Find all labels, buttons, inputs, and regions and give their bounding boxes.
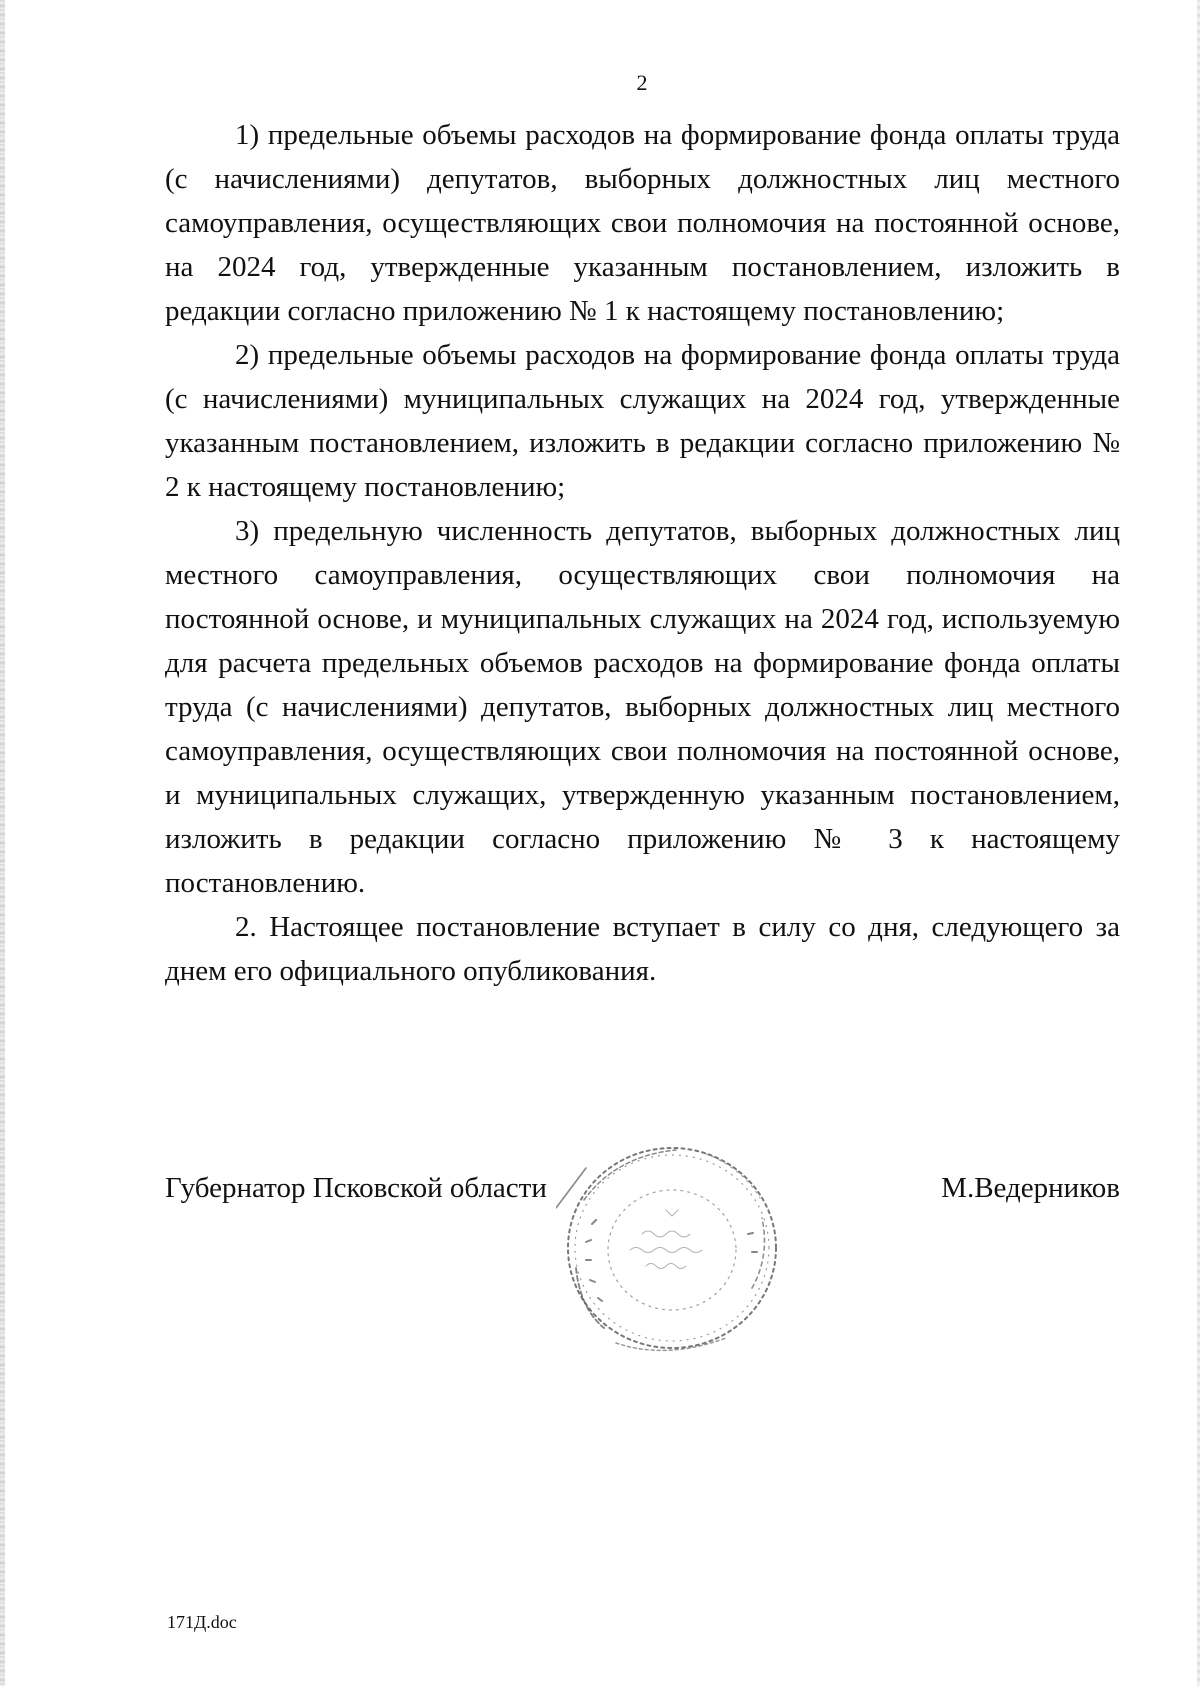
paragraph-item-3: 3) предельную численность депутатов, выборных должностных лиц местного самоуправления, осуществляющих свои полномочия на постоянной основе, и муниципальных служащих на 2024 год, используемую для расчета предельных объемов расходов на формирование фонда оплаты труда (с начислениями) депутатов, выборных должностных лиц местного самоуправления, осуществляющих свои полномочия на постоянной основе, и муниципальных служащих, утвержденную указанным постановлением, изложить в редакции согласно приложению № 3 к настоящему постановлению. (165, 515, 1120, 899)
signatory-position: Губернатор Псковской области (165, 1172, 547, 1204)
paragraph-effective-date: 2. Настоящее постановление вступает в силу со дня, следующего за днем его официального опубликования. (165, 911, 1120, 987)
paragraph-item-1: 1) предельные объемы расходов на формирование фонда оплаты труда (с начислениями) депутатов, выборных должностных лиц местного самоуправления, осуществляющих свои полномочия на постоянной основе, на 2024 год, утвержденные указанным постановлением, изложить в редакции согласно приложению № 1 к настоящему постановлению; (165, 119, 1120, 327)
official-seal-icon (556, 1138, 788, 1360)
file-name-footer: 171Д.doc (167, 1612, 237, 1632)
document-body (165, 113, 1120, 993)
page-number: 2 (636, 70, 648, 95)
paragraph-item-2: 2) предельные объемы расходов на формирование фонда оплаты труда (с начислениями) муниципальных служащих на 2024 год, утвержденные указанным постановлением, изложить в редакции согласно приложению № 2 к настоящему постановлению; (165, 339, 1120, 503)
scan-edge-left (0, 0, 5, 1686)
signatory-name: М.Ведерников (941, 1172, 1120, 1204)
